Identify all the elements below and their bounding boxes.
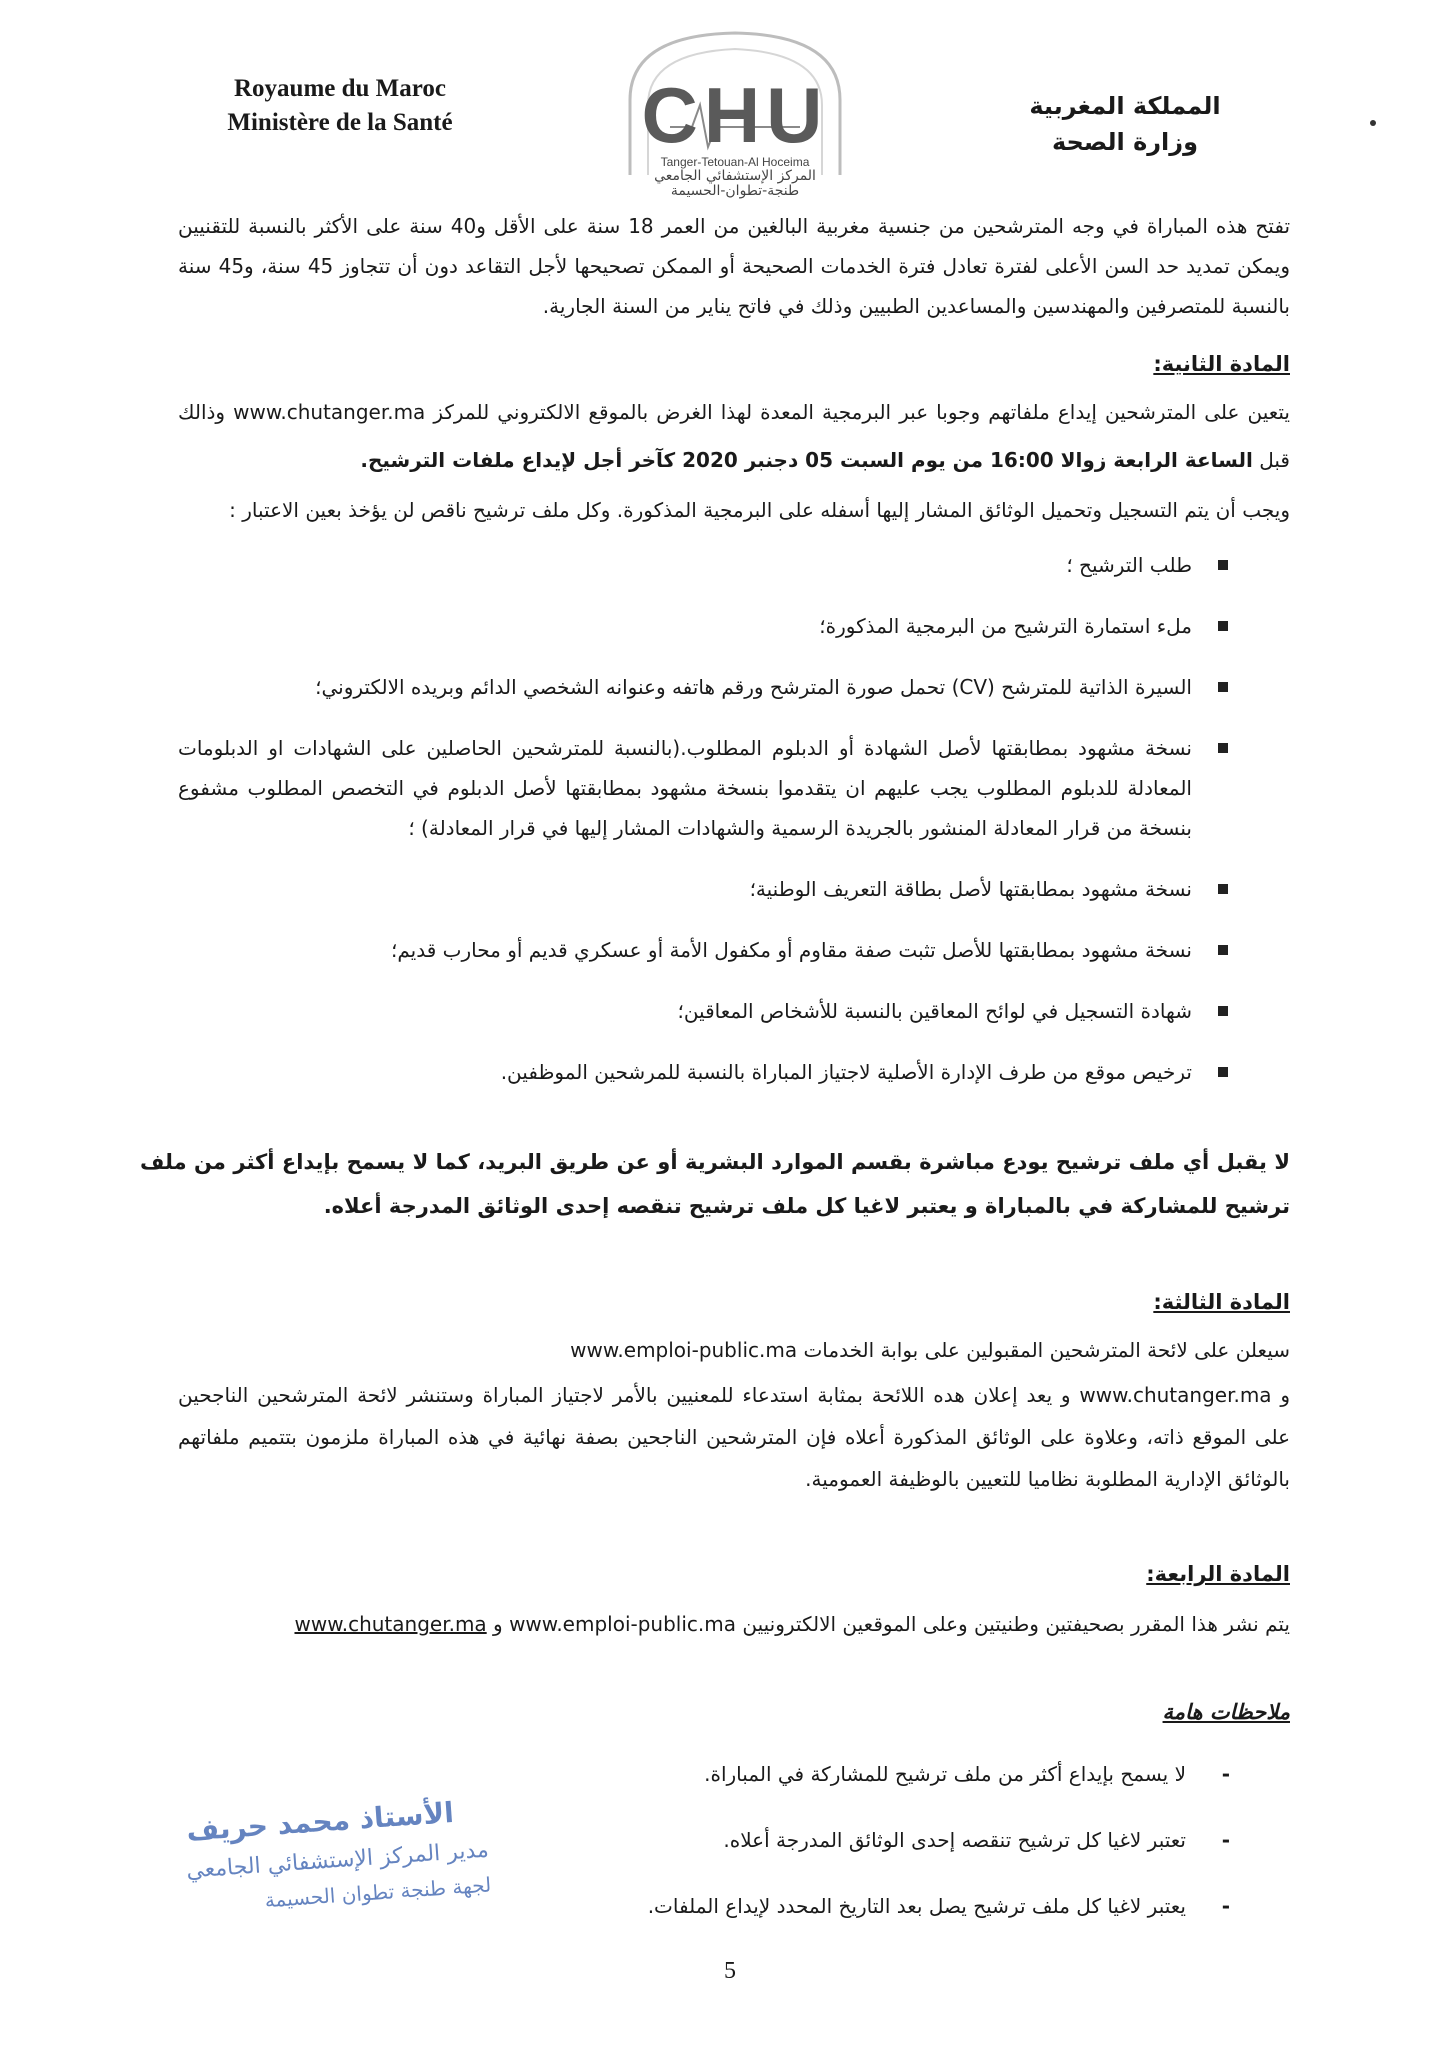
ministry-ar: وزارة الصحة (1051, 128, 1199, 156)
list-item: السيرة الذاتية للمترشح (CV) تحمل صورة المترشح ورقم هاتفه وعنوانه الشخصي الدائم وبريده الالكتروني؛ (178, 667, 1228, 707)
article2-p1 (178, 392, 1290, 432)
article3-l1-text: سيعلن على لائحة المترشحين المقبولين على بوابة الخدمات (803, 1338, 1290, 1362)
article3-l2-rest: و يعد إعلان هده اللائحة بمثابة استدعاء للمعنيين بالأمر لاجتياز المباراة وستنشر لائحة المترشحين الناجحين على الموقع ذاته، وعلاوة على الوثائق المذكورة أعلاه فإن المترشحين الناجحين بصفة نهائية في هذه المباراة ملزمون بتتميم ملفاتهم بالوثائق الإدارية المطلوبة نظاميا للتعيين بالوظيفة العمومية. (178, 1383, 1290, 1491)
logo-acronym: CHU (641, 71, 829, 159)
list-item: ترخيص موقع من طرف الإدارة الأصلية لاجتياز المباراة بالنسبة للمرشحين الموظفين. (178, 1052, 1228, 1092)
header-french (195, 72, 485, 140)
deadline-text: الساعة الرابعة زوالا 16:00 من يوم السبت 05 دجنبر 2020 كآخر أجل لإيداع ملفات الترشيح. (360, 448, 1253, 472)
ministry-fr: Ministère de la Santé (227, 109, 453, 136)
article2-p1-before: يتعين على المترشحين إيداع ملفاتهم وجوبا عبر البرمجية المعدة لهذا الغرض بالموقع الالكتروني للمركز (433, 400, 1290, 424)
article4-conj: و (493, 1612, 503, 1636)
article2-deadline (178, 440, 1290, 480)
list-item: طلب الترشيح ؛ (178, 545, 1228, 585)
emploi-public-link[interactable]: www.emploi-public.ma (570, 1338, 798, 1362)
article2-p3: ويجب أن يتم التسجيل وتحميل الوثائق المشار إليها أسفله على البرمجية المذكورة. وكل ملف ترشيح ناقص لن يؤخذ بعين الاعتبار : (229, 498, 1290, 522)
article3-line1 (178, 1330, 1290, 1370)
notes-heading: ملاحظات هامة (1162, 1700, 1290, 1724)
list-item: - لا يسمح بإيداع أكثر من ملف ترشيح للمشاركة في المباراة. (178, 1754, 1238, 1794)
list-item: - يعتبر لاغيا كل ملف ترشيح يصل بعد التاريخ المحدد لإيداع الملفات. (178, 1886, 1238, 1926)
intro-paragraph: تفتح هذه المباراة في وجه المترشحين من جنسية مغربية البالغين من العمر 18 سنة على الأقل و40 سنة على الأكثر بالنسبة للتقنيين ويمكن تمديد حد السن الأعلى لفترة تعادل فترة الخدمات الصحيحة أو الممكن تصحيحها لأجل التقاعد دون أن تتجاوز 45 سنة، و45 سنة بالنسبة للمتصرفين والمهندسين والمساعدين الطبيين وذلك في فاتح يناير من السنة الجارية. (178, 214, 1291, 318)
logo-ar-2: طنجة-تطوان-الحسيمة (670, 183, 800, 199)
logo-ar-1: المركز الإستشفائي الجامعي (654, 168, 816, 184)
chutanger-link-3[interactable]: www.chutanger.ma (294, 1612, 487, 1636)
list-item: شهادة التسجيل في لوائح المعاقين بالنسبة للأشخاص المعاقين؛ (178, 991, 1228, 1031)
required-documents-list (178, 545, 1228, 1113)
article4-heading: المادة الرابعة: (1146, 1562, 1290, 1586)
chutanger-link-2[interactable]: www.chutanger.ma (1079, 1383, 1272, 1407)
deadline-prefix: قبل (1259, 448, 1290, 472)
header-arabic (1015, 88, 1235, 160)
stamp-line3: لجهة طنجة تطوان الحسيمة (263, 1872, 492, 1913)
article2-heading: المادة الثانية: (1153, 352, 1290, 376)
list-item: - تعتبر لاغيا كل ترشيح تنقصه إحدى الوثائق المدرجة أعلاه. (178, 1820, 1238, 1860)
speck (1370, 120, 1376, 126)
kingdom-fr: Royaume du Maroc (233, 75, 447, 102)
article3-l2-prefix: و (1280, 1383, 1291, 1407)
article3-heading: المادة الثالثة: (1153, 1290, 1290, 1314)
director-stamp (155, 1789, 495, 1962)
stamp-line2: مدير المركز الإستشفائي الجامعي (185, 1837, 490, 1884)
article2-warning: لا يقبل أي ملف ترشيح يودع مباشرة بقسم الموارد البشرية أو عن طريق البريد، كما لا يسمح بإيداع أكثر من ملف ترشيح للمشاركة في بالمباراة و يعتبر لاغيا كل ملف ترشيح تنقصه إحدى الوثائق المدرجة أعلاه. (140, 1150, 1290, 1218)
article4-body (178, 1604, 1290, 1644)
list-item: نسخة مشهود بمطابقتها للأصل تثبت صفة مقاوم أو مكفول الأمة أو عسكري قديم أو محارب قديم؛ (178, 930, 1228, 970)
kingdom-ar: المملكة المغربية (1029, 92, 1221, 120)
emploi-public-link-2[interactable]: www.emploi-public.ma (509, 1612, 736, 1636)
stamp-line1: الأستاذ محمد حريف (185, 1795, 455, 1848)
list-item: ملء استمارة الترشيح من البرمجية المذكورة؛ (178, 606, 1228, 646)
article4-text: يتم نشر هذا المقرر بصحيفتين وطنيتين وعلى الموقعين الالكترونيين (742, 1612, 1290, 1636)
chu-logo (600, 25, 870, 200)
list-item: نسخة مشهود بمطابقتها لأصل بطاقة التعريف الوطنية؛ (178, 869, 1228, 909)
chutanger-link[interactable]: www.chutanger.ma (233, 400, 426, 424)
article2-p1-after: وذالك (178, 400, 226, 424)
logo-latin: Tanger-Tetouan-Al Hoceima (660, 155, 810, 169)
page-number: 5 (724, 1958, 736, 1984)
list-item: نسخة مشهود بمطابقتها لأصل الشهادة أو الدبلوم المطلوب.(بالنسبة للمترشحين الحاصلين على الشهادات او الدبلومات المعادلة للدبلوم المطلوب يجب عليهم ان يتقدموا بنسخة مشهود بمطابقتها لأصل الدبلوم في التخصص المطلوب مشفوع بنسخة من قرار المعادلة المنشور بالجريدة الرسمية والشهادات المشار إليها في قرار المعادلة) ؛ (178, 728, 1228, 848)
article3-body (178, 1374, 1290, 1500)
